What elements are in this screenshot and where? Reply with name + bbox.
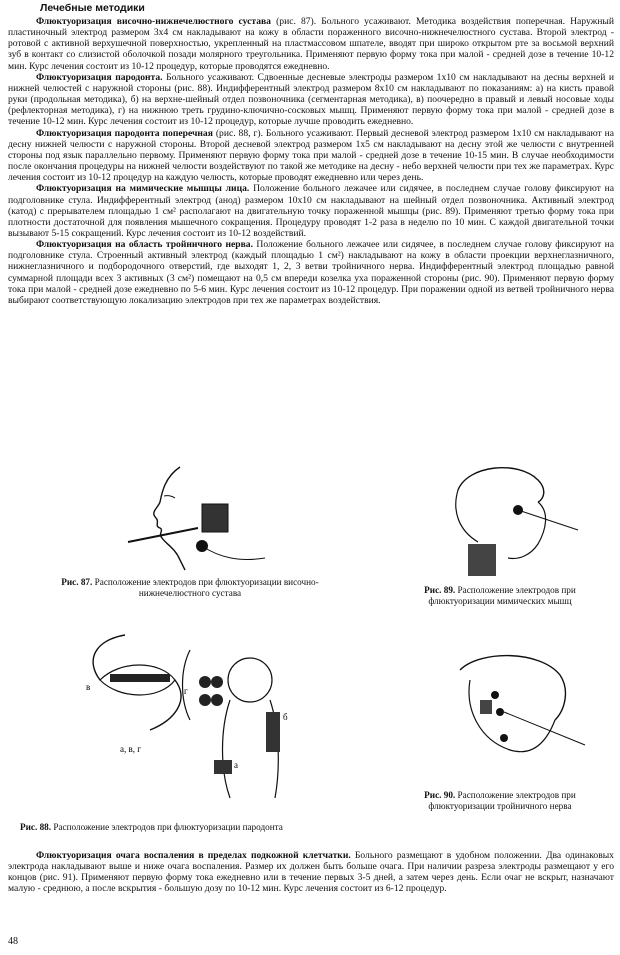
- figure-90-illustration: [440, 650, 590, 770]
- fig88-label-a: а: [234, 760, 238, 770]
- paragraph-heading: Флюктуоризация на мимические мышцы лица.: [36, 183, 250, 195]
- paragraph-trigeminal: Флюктуоризация на область тройничного нерва. Положение больного лежачее или сидячее, в последнем случае голову фиксируют на подголовнике стула. Строенный активный электрод (каждый площадью 1 см²) накладывают на кожу в области проекции верхнеглазничного, нижнеглазничного и подбородочного отверстий, где выходят 1, 2, 3 ветви тройничного нерва. Индифферентный электрод площадью равной суммарной площади всех 3 активных (3 см²) помещают на 0,5 см впереди козелка уха пораженной стороны (рис. 90). Применяют первую форму тока при малой - средней дозе ежедневно по 5-6 мин. Курс лечения состоит из 10-12 процедур. При поражении одной из ветвей тройничного нерва выбирают соответствующую локализацию электродов при тех же параметрах воздействия.: [8, 239, 614, 306]
- figure-88-illustration: [80, 620, 310, 800]
- figure-87-caption: Рис. 87. Расположение электродов при флюктуоризации височно-нижнечелюстного сустава: [61, 577, 319, 598]
- figure-88-caption: Рис. 88. Расположение электродов при флюктуоризации пародонта: [20, 822, 283, 832]
- section-title: Лечебные методики: [40, 2, 145, 14]
- paragraph-heading: Флюктуоризация пародонта.: [36, 71, 163, 83]
- figure-89-illustration: [438, 460, 588, 580]
- top-text-block: [8, 16, 614, 306]
- figure-87-illustration: [120, 462, 270, 572]
- fig88-label-avg: а, в, г: [120, 744, 141, 754]
- paragraph-heading: Флюктуоризация очага воспаления в пределах подкожной клетчатки.: [36, 850, 351, 861]
- paragraph-heading: Флюктуоризация на область тройничного нерва.: [36, 239, 253, 251]
- fig88-label-g: г: [184, 686, 188, 696]
- page-number: 48: [8, 936, 18, 947]
- fig88-label-b: б: [283, 712, 288, 722]
- paragraph-inflammation: Флюктуоризация очага воспаления в пределах подкожной клетчатки. Больного размещают в удобном положении. Два одинаковых электрода накладывают выше и ниже очага воспаления. Размер их должен быть больше очага. При наличии разреза электроды размещают у его концов (рис. 91). Применяют первую форму тока ежедневно или в течение первых 3-5 дней, а затем через день. Если очаг не вскрыт, назначают малую - среднюю, а после вскрытия - большую дозу по 10-12 мин. Курс лечения состоит из 6-12 процедур.: [8, 850, 614, 895]
- paragraph-mimic-muscles: Флюктуоризация на мимические мышцы лица. Положение больного лежачее или сидячее, в последнем случае голову фиксируют на подголовнике стула. Индифферентный электрод (анод) размером 10х10 см накладывают на шейный отдел позвоночника. Активный электрод (катод) с прерывателем площадью 1 см² располагают на двигательную точку пораженной мышцы (рис. 89). Применяют третью форму тока при плотности достаточной для появления мышечного сокращения. Процедуру проводят 1-2 раза в неделю по 10 мин. С каждой двигательной точки вызывают 5-15 сокращений. Курс лечения состоит из 10-12 воздействий.: [8, 183, 614, 239]
- paragraph-periodontium-transverse: Флюктуоризация пародонта поперечная (рис. 88, г). Больного усаживают. Первый десневой электрод размером 1х10 см накладывают на десну нижней челюсти с наружной стороны. Второй десневой электрод размером 1х5 см накладывают на десну этой же челюсти с внутренней стороны под язык параллельно первому. Применяют первую форму тока при малой - средней дозе в течение 10-15 мин. В случае необходимости после окончания процедуры на нижней челюсти воздействуют по такой же методике на десну - небо верхней челюсти при тех же параметрах. Курс лечения состоит из 10-12 процедур на каждую челюсть, которые проводят ежедневно или через день.: [8, 127, 614, 184]
- paragraph-heading: Флюктуоризация височно-нижнечелюстного сустава: [36, 16, 271, 27]
- figure-89-caption: Рис. 89. Расположение электродов при флюктуоризации мимических мышц: [424, 585, 576, 606]
- figure-90-caption: Рис. 90. Расположение электродов при флюктуоризации тройничного нерва: [424, 790, 576, 811]
- bottom-text-block: [8, 850, 614, 895]
- fig88-label-v: в: [86, 682, 91, 692]
- paragraph-heading: Флюктуоризация пародонта поперечная: [36, 127, 213, 139]
- paragraph-periodontium: Флюктуоризация пародонта. Больного усаживают. Сдвоенные десневые электроды размером 1х10 см накладывают на десны верхней и нижней челюстей с наружной стороны (рис. 88). Индифферентный электрод размером 8х10 см накладывают по показаниям: а) на кисть правой руки (продольная методика), б) на верхне-шейный отдел позвоночника (сегментарная методика), в) поочередно в правый и левый носовые ходы (рефлекторная методика), г) на нижнюю треть грудино-ключично-сосковых мышц. Применяют первую форму тока при малой - средней дозе в течение 10-12 мин. Курс лечения состоит из 10-12 процедур, которые лучше проводить ежедневно.: [8, 71, 614, 128]
- paragraph-tmj: Флюктуоризация височно-нижнечелюстного сустава (рис. 87). Больного усаживают. Методика воздействия поперечная. Наружный пластиночный электрод размером 3х4 см накладывают на кожу в области пораженного височно-нижнечелюстного сустава. Второй электрод - ротовой с активной верхушечной поверхностью, укрепленный на пластмассовом шпателе, вводят при широко открытом рте за восьмой верхний зуб в контакт со слизистой оболочкой позади молярного треугольника. Применяют первую форму тока при малой - средней дозе в течение 10-12 мин. Курс лечения состоит из 10-12 процедур, которые проводятся ежедневно.: [8, 16, 614, 72]
